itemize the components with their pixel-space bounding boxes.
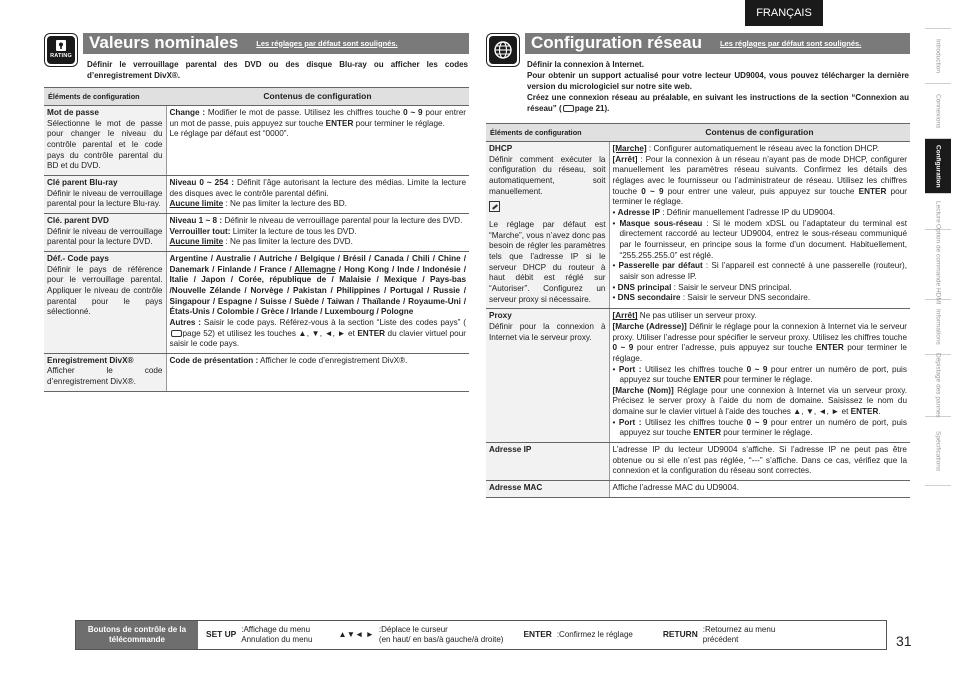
nav-depistage[interactable]: Dépistage des pannes [925, 354, 951, 416]
page-reference-icon [171, 330, 182, 337]
network-icon [486, 33, 520, 67]
arrow-keys-group: ▲▼◄ ► :Déplace le curseur (en haut/ en bas/à gauche/à droite) [338, 625, 504, 644]
item-description: Sélectionne le mot de passe pour changer le niveau du contrôle parental et le code pays du contrôle parental du BD et du DVD. [47, 118, 163, 171]
list-item: • Masque sous-réseau : Si le modem xDSL ou l’adaptateur du terminal est directement raccordé au lecteur UD9004, entrez le sous-réseau communiqué par le fournisseur, en principe sous la forme d’un document. Habituellement, “255.255.255.0” est réglé. [612, 218, 907, 260]
return-key-group: RETURN :Retournez au menu précédent [662, 625, 776, 644]
item-title: Mot de passe [47, 108, 99, 118]
country-list: Argentine / Australie / Autriche / Belgique / Brésil / Canada / Chili / Chine / Danemark / Finlande / France / Allemagne / Hong Kong / Inde / Indonésie / Italie / Japon / Corée, république de / Malaisie / Mexique / Pays-bas /Nouvelle Zélande / Norvège / Pakistan / Philippines / Portugal / Russie / Singapour / Espagne / Suisse / Suède / Taiwan / Thaïlande / Royaume-Uni / États-Unis / Colombie / Grèce / Irlande / Luxembourg / Pologne [169, 253, 466, 317]
lock-icon [54, 39, 68, 52]
item-value: L’adresse IP du lecteur UD9004 s’affiche. Si l’adresse IP ne peut pas être obtenue ou si elle n’est pas réglée, “---” s’affiche. Dans ce cas, vérifiez que la connexion et la configuration du réseau sont correctes. [609, 443, 910, 481]
language-tab[interactable]: FRANÇAIS [745, 0, 823, 26]
left-intro: Définir le verrouillage parental des DVD ou des disque Blu-ray ou afficher les codes d’enregistrement DivX®. [87, 60, 468, 81]
item-title: DHCP [489, 144, 513, 154]
page-number: 31 [896, 633, 912, 649]
table-row: Proxy Définir pour la connexion à Internet via le serveur proxy. [Arrêt] Ne pas utiliser un serveur proxy. [Marche (Adresse)] Définir le réglage pour la connexion à Internet via le serveur proxy. Utiliser l’adresse pour spécifier le serveur proxy. Utilisez les chiffres touche 0 ~ 9 pour entrer l’adresse, puis appuyez sur touche ENTER pour terminer le réglage. • Port : Utilisez les chiffres touche 0 ~ 9 pour entrer un numéro de port, puis appuyez sur touche ENTER pour terminer le réglage. [Marche (Nom)] Réglage pour une connexion à Internet via un serveur proxy. Précisez le server proxy à l’aide du nom de domaine. Saisissez le nom du domaine sur le clavier virtuel à l’aide des touches ▲, ▼, ◄, ► et ENTER. • Port : Utilisez les chiffres touche 0 ~ 9 pour entrer un numéro de port, puis appuyez sur touche ENTER pour terminer le réglage. [486, 309, 910, 443]
table-row: Clé parent Blu-ray Définir le niveau de verrouillage parental pour la lecture Blu-ray. Niveau 0 ~ 254 : Définit l’âge autorisant la lecture des médias. Limite la lecture des disques avec le contrôle parental défini. Aucune limite : Ne pas limiter la lecture des BD. [44, 175, 469, 213]
table-row: Déf.- Code pays Définir le pays de référence pour le verrouillage parental. Appliquer le niveau de contrôle parental pour le pays sélectionné. Argentine / Australie / Autriche / Belgique / Brésil / Canada / Chili / Chine / Danemark / Finlande / France / Allemagne / Hong Kong / Inde / Indonésie / Italie / Japon / Corée, république de / Malaisie / Mexique / Pays-bas /Nouvelle Zélande / Norvège / Pakistan / Philippines / Portugal / Russie / Singapour / Espagne / Suisse / Suède / Taiwan / Thaïlande / Royaume-Uni / États-Unis / Colombie / Grèce / Irlande / Luxembourg / Pologne Autres : Saisir le code pays. Référez-vous à la section “Liste des codes pays” (page 52) et utilisez les touches ▲, ▼, ◄, ► et ENTER du clavier virtuel pour saisir le code pays. [44, 251, 469, 353]
item-value: Affiche l’adresse MAC du UD9004. [609, 481, 910, 498]
item-title: Clé parent Blu-ray [47, 177, 118, 187]
rating-icon [44, 33, 78, 67]
default-note: Les réglages par défaut sont soulignés. [256, 38, 398, 48]
default-note: Les réglages par défaut sont soulignés. [719, 38, 862, 48]
setup-key-group: SET UP :Affichage du menu Annulation du menu [206, 625, 313, 644]
nav-option-hdmi[interactable]: Option de commande HDMI [925, 229, 951, 299]
left-title-bar [83, 33, 469, 54]
item-description: Afficher le code d’enregistrement DivX®. [47, 366, 163, 387]
page-title-valeurs: Valeurs nominales [89, 33, 239, 53]
table-row [486, 481, 910, 498]
table-header-items: Éléments de configuration [486, 124, 609, 142]
list-item: • Port : Utilisez les chiffres touche 0 ~ 9 pour entrer un numéro de port, puis appuyez sur touche ENTER pour terminer le réglage. [612, 364, 907, 385]
table-header-contents: Contenus de configuration [166, 88, 469, 106]
default-value: Le réglage par défaut est “0000”. [169, 129, 289, 139]
list-item: • Adresse IP : Définir manuellement l’adresse IP du UD9004. [612, 207, 836, 217]
nav-configuration[interactable]: Configuration [925, 138, 951, 193]
item-title: Déf.- Code pays [47, 253, 109, 263]
table-header-items: Éléments de configuration [44, 88, 166, 106]
side-navigation [925, 28, 951, 486]
page-title-reseau: Configuration réseau [531, 33, 702, 53]
item-title: Proxy [489, 311, 512, 321]
item-title: Adresse IP [489, 445, 532, 455]
item-description: Définir comment exécuter la configuration du réseau, soit automatiquement, soit manuellement. [489, 154, 606, 196]
item-description: Définir pour la connexion à Internet via le serveur proxy. [489, 321, 606, 342]
network-table [486, 123, 910, 498]
item-description: Définir le pays de référence pour le verrouillage parental. Appliquer le niveau de contrôle parental pour le pays sélectionné. [47, 264, 163, 317]
nav-specifications[interactable]: Spécifications [925, 416, 951, 486]
list-item: • Port : Utilisez les chiffres touche 0 ~ 9 pour entrer un numéro de port, puis appuyez sur touche ENTER pour terminer le réglage. [612, 417, 907, 438]
item-title: Adresse MAC [489, 483, 543, 493]
table-row: DHCP Définir comment exécuter la configuration du réseau, soit automatiquement, soit manuellement. Le réglage par défaut est “Marche”, vous n’avez donc pas besoin de régler les paramètres tels que l’adresse IP si le serveur DHCP du routeur à haut débit est réglé sur “Autoriser”. Configurez un serveur proxy si nécessaire. [Marche] : Configurer automatiquement le réseau avec la fonction DHCP. [Arrêt] : Pour la connexion à un réseau n’ayant pas de mode DHCP, configurer manuellement les paramètres réseau suivants. Confirmez les détails des réglages avec le fournisseur ou l’administrateur de réseau. Utilisez les chiffres touche 0 ~ 9 pour entrer une valeur, puis appuyez sur touche ENTER pour terminer le réglage. • Adresse IP : Définir manuellement l’adresse IP du UD9004. • Masque sous-réseau : Si le modem xDSL ou l’adaptateur du terminal est directement raccordé au lecteur UD9004, entrez le sous-réseau communiqué par le fournisseur, en principe sous la forme d’un document. Habituellement, “255.255.255.0” est réglé. • Passerelle par défaut : Si l’appareil est connecté à une passerelle (routeur), saisir son adresse IP. • DNS principal : Saisir le serveur DNS principal. • DNS secondaire : Saisir le serveur DNS secondaire. [486, 142, 910, 309]
enter-key-group: ENTER :Confirmez le réglage [523, 629, 633, 640]
item-description: Définir le niveau de verrouillage parental pour la lecture DVD. [47, 226, 163, 247]
note-icon [489, 201, 500, 212]
remote-control-legend [75, 620, 887, 650]
nav-lecture[interactable]: Lecture [925, 193, 951, 229]
item-description: Définir le niveau de verrouillage parental pour la lecture Blu-ray. [47, 188, 163, 209]
nav-introduction[interactable]: Introduction [925, 28, 951, 83]
ratings-table [44, 87, 469, 392]
rating-icon-label: RATING [50, 53, 72, 60]
setup-key: SET UP [206, 629, 237, 640]
arrow-keys-icon: ▲▼◄ ► [338, 629, 374, 640]
list-item: • DNS secondaire : Saisir le serveur DNS secondaire. [612, 293, 811, 303]
table-row: Mot de passe Sélectionne le mot de passe pour changer le niveau du contrôle parental et le code pays du contrôle parental du BD et du DVD. Change : Modifier le mot de passe. Utilisez les chiffres touche 0 ~ 9 pour entrer un mot de passe, puis appuyez sur touche ENTER pour terminer le réglage. Le réglage par défaut est “0000”. [44, 106, 469, 176]
right-title-bar [525, 33, 910, 54]
item-title: Enregistrement DivX® [47, 355, 134, 365]
item-title: Clé. parent DVD [47, 215, 109, 225]
nav-informations[interactable]: Informations [925, 299, 951, 354]
return-key: RETURN [662, 629, 698, 640]
remote-legend-heading: Boutons de contrôle de la télécommande [76, 621, 198, 649]
table-row: Clé. parent DVD Définir le niveau de verrouillage parental pour la lecture DVD. Niveau 1 ~ 8 : Définir le niveau de verrouillage parental pour la lecture des DVD. Verrouiller tout: Limiter la lecture de tous les DVD. Aucune limite : Ne pas limiter la lecture des DVD. [44, 213, 469, 251]
page-reference-icon [563, 105, 574, 112]
nav-connexions[interactable]: Connexions [925, 83, 951, 138]
globe-icon [493, 40, 513, 60]
right-intro: Définir la connexion à Internet. Pour obtenir un support actualisé pour votre lecteur UD9004, vous pouvez télécharger la dernière version du micrologiciel sur notre site web. Créez une connexion réseau au préalable, en suivant les instructions de la section “Connexion au réseau” ( page 21). [527, 60, 909, 114]
table-row: Enregistrement DivX® Afficher le code d’enregistrement DivX®. Code de présentation : Afficher le code d’enregistrement DivX®. [44, 353, 469, 391]
enter-key: ENTER [523, 629, 552, 640]
list-item: • Passerelle par défaut : Si l’appareil est connecté à une passerelle (routeur), saisir son adresse IP. [612, 261, 907, 281]
table-row [486, 443, 910, 481]
list-item: • DNS principal : Saisir le serveur DNS principal. [612, 282, 792, 292]
item-note: Le réglage par défaut est “Marche”, vous n’avez donc pas besoin de régler les paramètres tels que l’adresse IP si le serveur DHCP du routeur à haut débit est réglé sur “Autoriser”. Configurez un serveur proxy si nécessaire. [489, 219, 606, 304]
table-header-contents: Contenus de configuration [609, 124, 910, 142]
